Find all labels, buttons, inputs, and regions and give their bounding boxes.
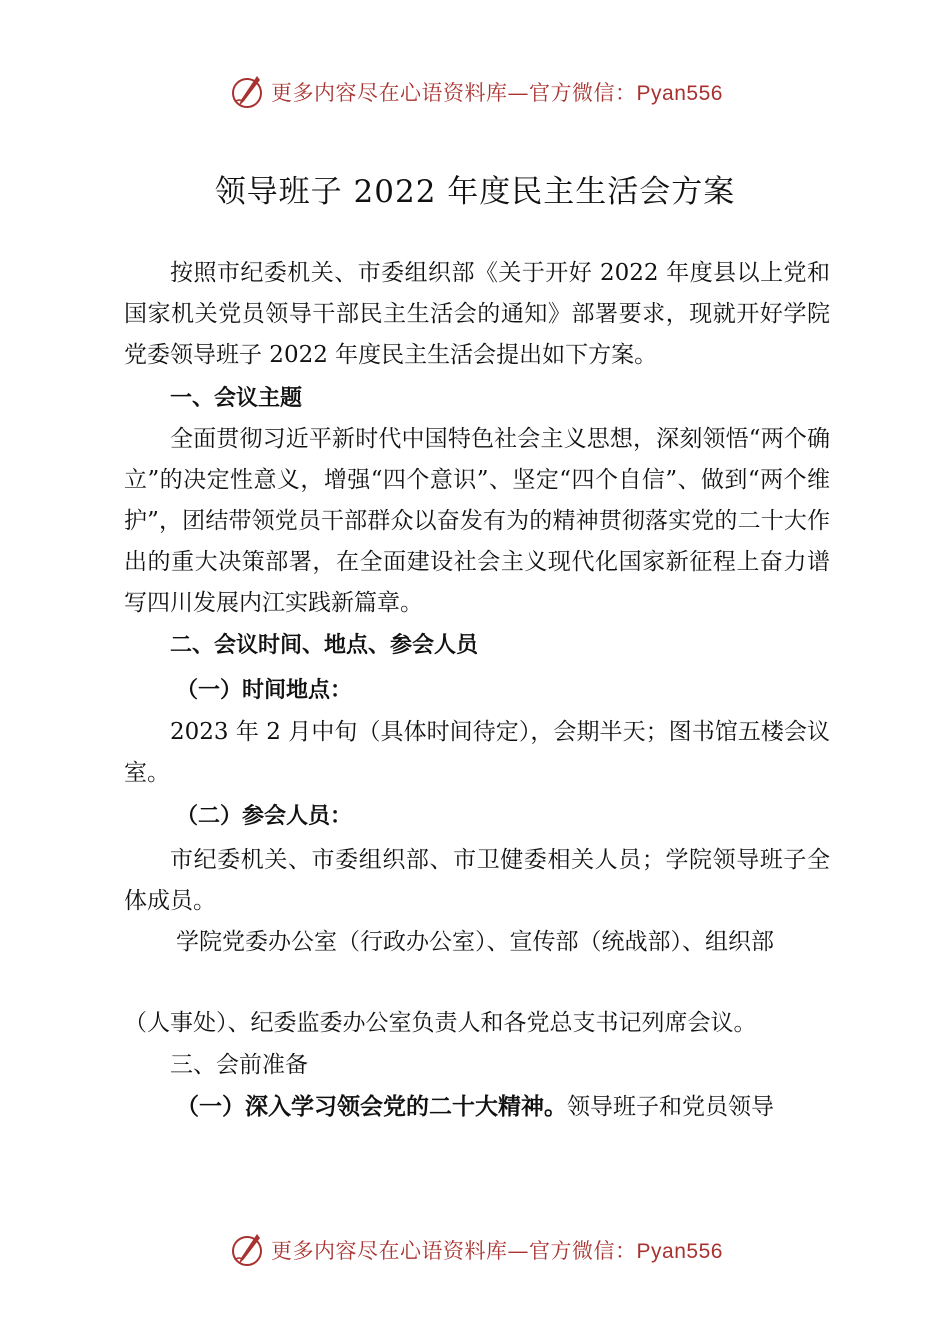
section1-body: 全面贯彻习近平新时代中国特色社会主义思想，深刻领悟“两个确立”的决定性意义，增强“四个意识”、坚定“四个自信”、做到“两个维护”，团结带领党员干部群众以奋发有为的精神贯彻落实党的二十大作出的重大决策部署，在全面建设社会主义现代化国家新征程上奋力谱写四川发展内江实践新篇章。	[124, 426, 830, 616]
subsection3-paragraph	[176, 1087, 836, 1128]
section3-heading: 三、会前准备	[170, 1052, 308, 1078]
subsection1-body: 2023 年 2 月中旬（具体时间待定），会期半天；图书馆五楼会议室。	[124, 719, 830, 786]
wechat-id: Pyan556	[636, 82, 723, 105]
top-banner	[0, 70, 950, 114]
bottom-banner	[0, 1228, 950, 1272]
wechat-id: Pyan556	[636, 1240, 723, 1263]
section1-heading: 一、会议主题	[170, 386, 303, 411]
section2-heading: 二、会议时间、地点、参会人员	[170, 633, 479, 658]
subsection2-heading: （二）参会人员：	[176, 804, 353, 829]
quill-logo-icon	[227, 1230, 267, 1270]
document-title: 领导班子 2022 年度民主生活会方案	[214, 174, 736, 210]
intro-paragraph: 按照市纪委机关、市委组织部《关于开好 2022 年度县以上党和国家机关党员领导干部民主生活会的通知》部署要求，现就开好学院党委领导班子 2022 年度民主生活会提出如下方案。	[124, 260, 830, 368]
subsection2-body: 市纪委机关、市委组织部、市卫健委相关人员；学院领导班子全体成员。	[124, 847, 830, 914]
subsection3-body: 领导班子和党员领导	[567, 1094, 774, 1120]
banner-text: 更多内容尽在心语资料库—官方微信：Pyan556	[271, 1239, 723, 1263]
quill-logo-icon	[227, 72, 267, 112]
subsection2-extra-a: 学院党委办公室（行政办公室）、宣传部（统战部）、组织部	[176, 929, 774, 955]
banner-text: 更多内容尽在心语资料库—官方微信：Pyan556	[271, 81, 723, 105]
subsection1-heading: （一）时间地点：	[176, 678, 353, 703]
subsection3-lead: （一）深入学习领会党的二十大精神。	[176, 1094, 567, 1120]
subsection2-extra-b: （人事处）、纪委监委办公室负责人和各党总支书记列席会议。	[124, 1010, 757, 1036]
